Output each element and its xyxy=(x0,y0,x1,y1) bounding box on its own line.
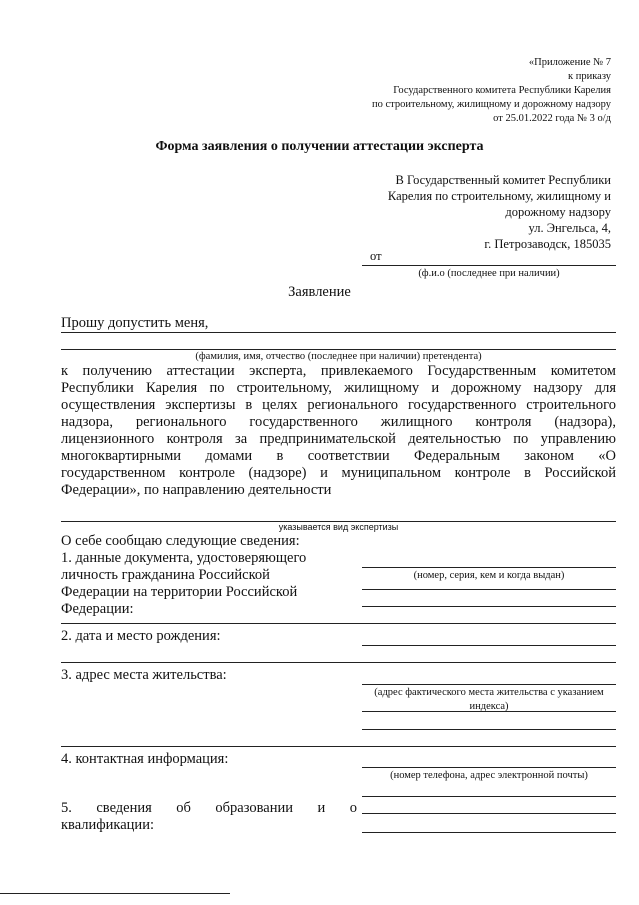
statement-title: Заявление xyxy=(288,284,351,300)
main-line-1: к получению аттестации эксперта, привлекаемого Государственным комитетом xyxy=(61,363,616,379)
applicant-hint: (фамилия, имя, отчество (последнее при наличии) претендента) xyxy=(195,351,482,362)
item-1-field-line-2[interactable] xyxy=(362,589,616,590)
item-4: 4. контактная информация: xyxy=(61,751,229,767)
item-5-line-2: квалификации: xyxy=(61,817,154,833)
item-1-line-1: 1. данные документа, удостоверяющего xyxy=(61,550,307,566)
request-text: Прошу допустить меня, xyxy=(61,315,209,331)
addressee-line-4: ул. Энгельса, 4, xyxy=(528,221,611,235)
item-3-field-line-2[interactable] xyxy=(362,711,616,712)
item-1-field-line-3[interactable] xyxy=(362,606,616,607)
addressee-line-3: дорожному надзору xyxy=(505,205,611,219)
annex-line-5: от 25.01.2022 года № 3 о/д xyxy=(493,113,611,124)
item-1-separator xyxy=(61,623,616,624)
annex-line-2: к приказу xyxy=(568,71,611,82)
item-3: 3. адрес места жительства: xyxy=(61,667,227,683)
item-1-field-line-1[interactable] xyxy=(362,567,616,568)
item-2-separator xyxy=(61,662,616,663)
fio-hint: (ф.и.о (последнее при наличии) xyxy=(418,268,560,279)
main-paragraph xyxy=(61,363,616,499)
item-5-field-line-2[interactable] xyxy=(362,832,616,833)
main-line-4: надзора, регионального государственного жилищного контроля (надзора), xyxy=(61,414,616,430)
item-3-hint xyxy=(362,686,616,714)
item-5-line-1: 5. сведения об образовании и о xyxy=(61,800,357,816)
applicant-line-1[interactable] xyxy=(61,332,616,333)
item-2-field-line[interactable] xyxy=(362,645,616,646)
item-4-field-line-1[interactable] xyxy=(362,767,616,768)
item-1-hint: (номер, серия, кем и когда выдан) xyxy=(413,570,565,581)
expertise-hint: указывается вид экспертизы xyxy=(278,522,399,532)
from-label: от xyxy=(370,249,382,263)
item-3-hint-line-2: индекса) xyxy=(469,701,509,712)
item-3-field-line-1[interactable] xyxy=(362,684,616,685)
item-3-separator xyxy=(61,746,616,747)
annex-line-1: «Приложение № 7 xyxy=(528,57,611,68)
item-3-field-line-3[interactable] xyxy=(362,729,616,730)
item-5-field-line-1[interactable] xyxy=(362,813,616,814)
main-line-2: Республики Карелия по строительному, жилищному и дорожному надзору для xyxy=(61,380,616,396)
form-title: Форма заявления о получении аттестации эксперта xyxy=(155,139,484,154)
addressee-block xyxy=(311,172,611,252)
annex-header xyxy=(291,56,611,126)
item-1 xyxy=(61,550,351,618)
addressee-line-2: Карелия по строительному, жилищному и xyxy=(387,189,611,203)
addressee-line-1: В Государственный комитет Республики xyxy=(395,173,611,187)
item-1-line-4: Федерации: xyxy=(61,601,134,617)
main-line-5: лицензионного контроля за предпринимательской деятельностью по управлению xyxy=(61,431,616,447)
main-line-7: государственном контроле (надзоре) и муниципальном контроле в Российской xyxy=(61,465,616,481)
item-3-hint-line-1: (адрес фактического места жительства с указанием xyxy=(374,687,604,698)
item-1-line-2: личность гражданина Российской xyxy=(61,567,270,583)
fio-line[interactable] xyxy=(362,265,616,266)
item-4-field-line-2[interactable] xyxy=(362,796,616,797)
footnote-separator xyxy=(0,893,230,894)
main-line-3: осуществления экспертизы в целях регионального государственного строительного xyxy=(61,397,616,413)
addressee-line-5: г. Петрозаводск, 185035 xyxy=(484,237,611,251)
about-intro: О себе сообщаю следующие сведения: xyxy=(61,533,300,549)
item-2: 2. дата и место рождения: xyxy=(61,628,221,644)
item-1-line-3: Федерации на территории Российской xyxy=(61,584,298,600)
annex-line-3: Государственного комитета Республики Карелия xyxy=(393,85,611,96)
annex-line-4: по строительному, жилищному и дорожному надзору xyxy=(371,99,611,110)
main-line-8: Федерации», по направлению деятельности xyxy=(61,482,332,498)
main-line-6: многоквартирными домами в соответствии Федеральным законом «О xyxy=(61,448,616,464)
item-4-hint: (номер телефона, адрес электронной почты) xyxy=(390,770,588,781)
